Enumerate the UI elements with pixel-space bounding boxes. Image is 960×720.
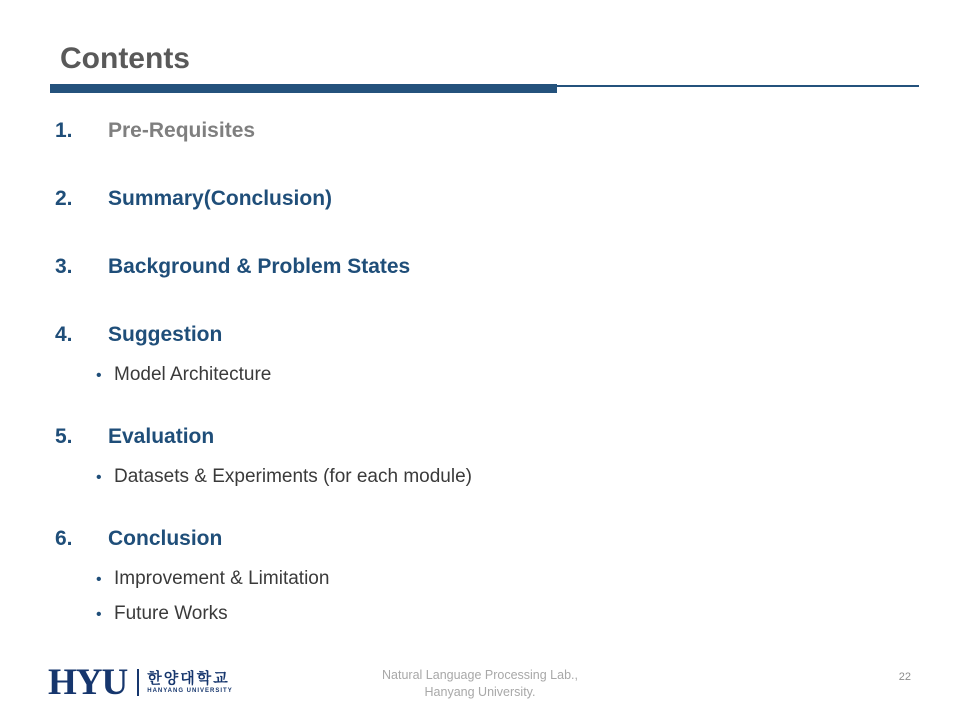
logo-english-name: HANYANG UNIVERSITY	[147, 688, 233, 694]
toc-item-number: 3.	[55, 255, 73, 278]
toc-item-label: Background & Problem States	[108, 255, 411, 278]
footer-lab-credit	[0, 667, 960, 701]
bullet-icon: •	[96, 367, 102, 384]
toc-sub-future-works	[55, 601, 875, 628]
toc-sub-model-architecture	[55, 362, 875, 389]
page-title: Contents	[60, 42, 190, 75]
bullet-icon: •	[96, 571, 102, 588]
toc-sub-datasets-experiments	[55, 464, 875, 491]
toc-sub-label: Datasets & Experiments (for each module)	[114, 466, 472, 487]
toc-item-number: 5.	[55, 425, 73, 448]
title-underline-thick	[50, 84, 557, 93]
toc-item-label: Conclusion	[108, 527, 223, 550]
toc-sub-label: Future Works	[114, 603, 228, 624]
title-underline-thin	[557, 85, 919, 87]
toc-item-suggestion	[55, 322, 875, 348]
toc-item-evaluation	[55, 424, 875, 450]
toc-item-summary	[55, 186, 875, 212]
toc-item-background	[55, 254, 875, 280]
toc-item-number: 2.	[55, 187, 73, 210]
toc-item-pre-requisites	[55, 118, 875, 144]
toc-sub-label: Model Architecture	[114, 364, 272, 385]
footer-lab-line2: Hanyang University.	[424, 685, 536, 699]
toc-sub-label: Improvement & Limitation	[114, 568, 330, 589]
toc-item-label: Evaluation	[108, 425, 215, 448]
toc-sub-improvement-limitation	[55, 566, 875, 593]
toc-item-number: 1.	[55, 119, 73, 142]
toc-item-label: Suggestion	[108, 323, 223, 346]
logo-korean-name: 한양대학교	[147, 670, 230, 687]
toc-item-number: 4.	[55, 323, 73, 346]
contents-list	[55, 118, 875, 628]
toc-item-conclusion	[55, 526, 875, 552]
bullet-icon: •	[96, 469, 102, 486]
toc-item-label: Summary(Conclusion)	[108, 187, 333, 210]
toc-item-number: 6.	[55, 527, 73, 550]
logo-abbr: HYU	[48, 662, 128, 703]
page-number: 22	[898, 671, 911, 683]
footer-lab-line1: Natural Language Processing Lab.,	[382, 668, 578, 682]
bullet-icon: •	[96, 606, 102, 623]
toc-item-label: Pre-Requisites	[108, 119, 256, 142]
